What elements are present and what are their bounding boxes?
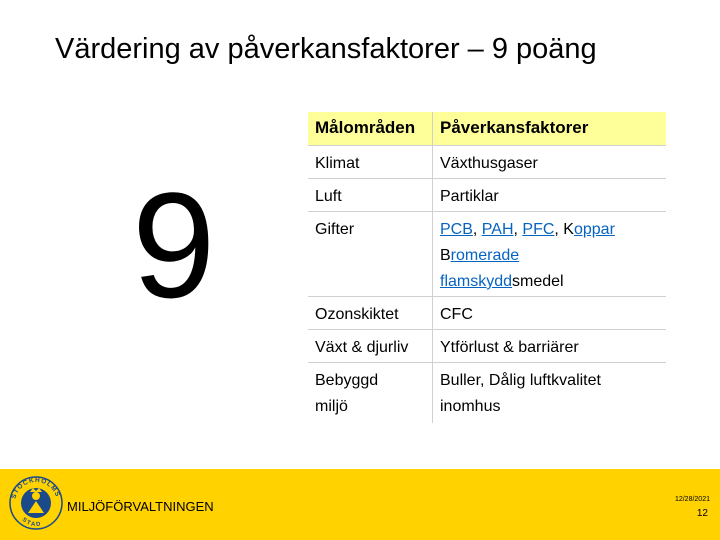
separator: , [513, 221, 523, 238]
factor-line: inomhus [440, 398, 501, 415]
factor-cell: CFC [433, 297, 667, 330]
link-pah[interactable]: PAH [481, 221, 514, 238]
area-cell: Växt & djurliv [308, 330, 433, 363]
table-row [308, 179, 666, 212]
impact-table [308, 112, 666, 423]
organization-name: MILJÖFÖRVALTNINGEN [67, 499, 214, 514]
svg-text:STAD: STAD [20, 516, 43, 529]
text-smedel: smedel [512, 273, 564, 290]
area-cell: Gifter [308, 212, 433, 297]
slide-number: 12 [696, 508, 708, 519]
stockholm-logo [8, 475, 64, 531]
header-target-areas: Målområden [308, 112, 433, 146]
factor-cell: Ytförlust & barriärer [433, 330, 667, 363]
factor-cell: Växthusgaser [433, 146, 667, 179]
text-b: B [440, 247, 451, 264]
factor-cell [433, 363, 667, 423]
table-header-row [308, 112, 666, 146]
link-pcb[interactable]: PCB [440, 221, 473, 238]
table-row [308, 330, 666, 363]
link-romerade[interactable]: romerade [450, 247, 520, 264]
score-number: 9 [132, 161, 216, 329]
slide-date: 12/28/2021 [674, 496, 710, 503]
header-impact-factors: Påverkansfaktorer [433, 112, 667, 146]
area-cell: Ozonskiktet [308, 297, 433, 330]
area-cell [308, 363, 433, 423]
link-pfc[interactable]: PFC [522, 221, 555, 238]
table-row [308, 297, 666, 330]
area-line: miljö [315, 398, 348, 415]
separator: , [472, 221, 482, 238]
link-flamskydd[interactable]: flamskydd [440, 273, 513, 290]
table-row [308, 146, 666, 179]
svg-text:STOCKHOLMS: STOCKHOLMS [10, 476, 62, 500]
table-row [308, 363, 666, 423]
factor-cell: Partiklar [433, 179, 667, 212]
slide-title: Värdering av påverkansfaktorer – 9 poäng [55, 33, 597, 65]
separator: , [554, 221, 564, 238]
factor-cell [433, 212, 667, 297]
text-k: K [563, 221, 574, 238]
table-row [308, 212, 666, 297]
area-cell: Klimat [308, 146, 433, 179]
factor-line: Buller, Dålig luftkvalitet [440, 372, 601, 389]
area-cell: Luft [308, 179, 433, 212]
area-line: Bebyggd [315, 372, 379, 389]
link-oppar[interactable]: oppar [573, 221, 615, 238]
footer-bar [0, 469, 720, 540]
